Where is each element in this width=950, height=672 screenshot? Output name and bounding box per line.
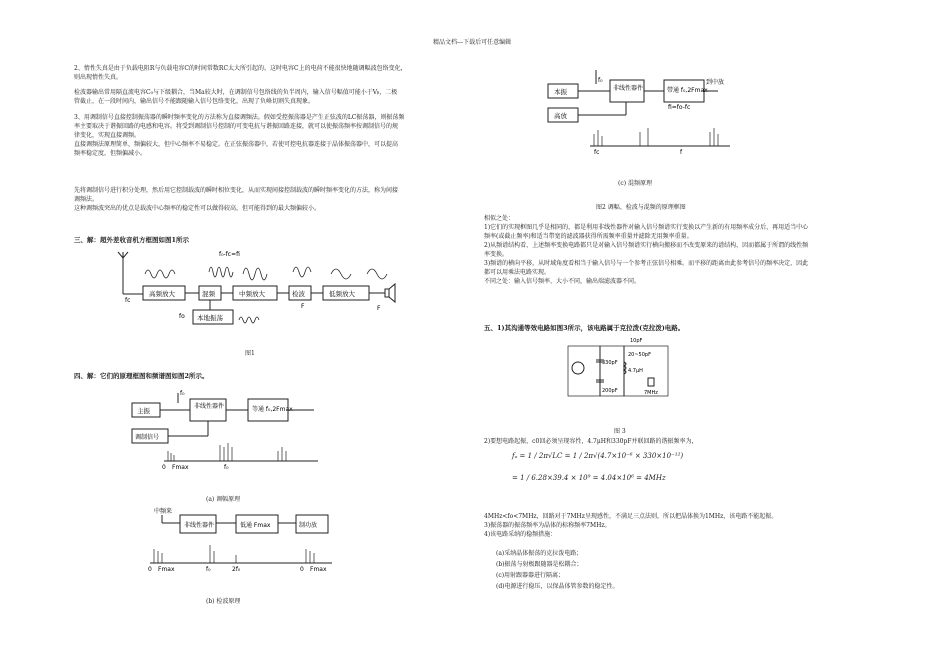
svg-text:f₀: f₀ bbox=[224, 464, 229, 471]
figure-2a-caption: (a) 调幅原理 bbox=[206, 496, 241, 503]
svg-text:200pF: 200pF bbox=[602, 388, 618, 394]
figure-2b-caption: (b) 检波原理 bbox=[206, 598, 241, 605]
figure-3-caption: 图 3 bbox=[614, 428, 626, 435]
section-4-heading: 四、解：它们的原理框图和频谱图如图2所示。 bbox=[74, 372, 209, 380]
svg-text:中频放大: 中频放大 bbox=[239, 290, 265, 298]
svg-text:低通 Fmax: 低通 Fmax bbox=[240, 522, 271, 529]
svg-text:Fmax: Fmax bbox=[172, 464, 189, 471]
svg-text:20~50pF: 20~50pF bbox=[628, 352, 651, 358]
formula-line-2: = 1 / 6.28×39.4 × 10⁹ = 4.04×10⁶ = 4MHz bbox=[512, 474, 666, 482]
section-5-heading: 五、1)其沟通等效电路如图3所示，该电路属于克拉泼(克拉泼)电路。 bbox=[484, 324, 685, 332]
figure-2c-caption: (c) 混频原理 bbox=[618, 180, 652, 187]
svg-text:f₀: f₀ bbox=[180, 390, 185, 397]
svg-text:0: 0 bbox=[162, 464, 166, 471]
svg-text:f₀: f₀ bbox=[598, 77, 603, 84]
svg-text:330pF: 330pF bbox=[602, 360, 618, 366]
svg-text:f: f bbox=[680, 149, 683, 156]
svg-text:fc: fc bbox=[594, 149, 600, 156]
figure-3-circuit bbox=[564, 336, 674, 402]
svg-text:高放: 高放 bbox=[554, 112, 567, 120]
svg-text:2f₀: 2f₀ bbox=[232, 566, 241, 573]
label-fc: fc bbox=[125, 297, 131, 304]
paragraph-2: 检波器输出常用隔直流电容C₀与下级耦合，当Ma较大时，在调制信号包络线的负半周内，输入信号幅值可能小于Vᵦ，二极 管截止，在一段时间内，输出信号不能跟随输入信号包络变化，出现了负峰切割失真现象。 bbox=[74, 89, 398, 105]
figure-2a-am-diagram bbox=[128, 385, 328, 471]
svg-text:0: 0 bbox=[148, 566, 152, 573]
svg-text:等通 f₀,2Fmax: 等通 f₀,2Fmax bbox=[252, 406, 293, 413]
svg-text:Fmax: Fmax bbox=[310, 566, 327, 573]
svg-text:中频来: 中频来 bbox=[154, 508, 173, 515]
paragraph-4: 先将调制信号进行积分处理，然后用它控制载波的瞬时相位变化，从而实现间接控制载波的瞬时频率变化的方法，称为间接 调频法。 这种调频波突出的优点是载波中心频率的稳定性可以做得较高，但可能得到的最大频偏较小。 bbox=[74, 187, 399, 212]
figure-1-caption: 图1 bbox=[245, 350, 255, 357]
svg-text:制功放: 制功放 bbox=[299, 522, 318, 529]
svg-text:主振: 主振 bbox=[137, 407, 150, 415]
figure-1-block-diagram bbox=[115, 244, 415, 330]
svg-text:F: F bbox=[301, 303, 305, 310]
svg-text:高频放大: 高频放大 bbox=[149, 290, 175, 298]
paragraph-5-after: 4MHz<fo<7MHz，回路对于7MHz呈现感性，不满足三点法则，所以把晶体换为1MHz，该电路不能起振。 3)振荡器的振荡频率为晶体的标称频率7MHz。 4)该电路采纳的稳频措施： bbox=[484, 513, 778, 538]
figure-2-caption: 图2 调幅、检波与混频的原理框图 bbox=[596, 204, 686, 211]
similarities-block: 相似之处： 1)它们的实现框图几乎是相同的，都是利用非线性器件对输入信号频谱实行变换以产生新的有用频率成分后，再用适当中心 频率(或截止频率)和适当带宽的滤波器获得所需频率重量并滤除无用频率重量。 2)从频谱结构看，上述频率变换电路都只是对输入信号频谱实行横向搬移而不改变原来的谱结构，因而都属于所谓的线性频 率变换。 3)频谱的横向平移，从时域角度看相当于输入信号与一个参考正弦信号相乘。而平移的距离由此参考信号的频率决定，因此 都可以用乘法电路实现。 不同之处：输入信号频率、大小不同，输出端滤波器不同。 bbox=[484, 215, 809, 285]
paragraph-3: 3、用调制信号直接控制振荡器的瞬时频率变化的方法称为直接调频法。假如受控振荡器是产生正弦波的LC振荡器，则振荡频 率主要取决于谐振回路的电感和电容。将受到调制信号控制的可变电抗与谐振回路连接，就可以使振荡频率按调制信号的规 律变化，实现直接调频。 直接调频法原理简单，频偏较大，但中心频率不易稳定。在正弦振荡器中，若使可控电抗器连接于晶体振荡器中，可以提高 频率稳定度，但频偏减小。 bbox=[74, 114, 405, 157]
figure-2b-detection-diagram bbox=[140, 505, 340, 575]
page-header: 精品文档---下载后可任意编辑 bbox=[433, 39, 512, 46]
svg-text:f₀: f₀ bbox=[206, 566, 211, 573]
stabilization-measures: (a)采纳晶体振荡的克拉泼电路； (b)振荡与射极跟随器是松耦合； (c)用射跟器器进行隔离； (d)电源进行稳压，以保晶体管参数的稳定性。 bbox=[496, 550, 619, 590]
svg-text:10pF: 10pF bbox=[630, 338, 643, 344]
svg-text:Fmax: Fmax bbox=[158, 566, 175, 573]
svg-text:低频放大: 低频放大 bbox=[329, 290, 355, 298]
svg-text:fo: fo bbox=[179, 313, 185, 320]
section-3-heading: 三、解：超外差收音机方框图如图1所示 bbox=[74, 236, 190, 244]
paragraph-5-2: 2)要想电路起振，c0回必须呈现容性，4.7μH和330pF并联回路的谐振频率为， bbox=[484, 438, 698, 445]
svg-text:调制信号: 调制信号 bbox=[135, 434, 160, 441]
svg-text:7MHz: 7MHz bbox=[644, 390, 658, 396]
svg-text:到中放: 到中放 bbox=[706, 79, 725, 86]
svg-text:f₀-fc=fi: f₀-fc=fi bbox=[219, 251, 240, 258]
svg-text:非线性器件: 非线性器件 bbox=[613, 85, 644, 92]
figure-2c-mixer-diagram bbox=[540, 66, 740, 156]
paragraph-1: 2、惰性失真是由于负载电阻R与负载电容C的时间常数RC太大所引起的。这时电容C上的电荷不能很快地随调幅波包络变化， 则出现惰性失真。 bbox=[74, 65, 407, 81]
svg-text:带通 f₀,2Fmax: 带通 f₀,2Fmax bbox=[667, 87, 708, 94]
svg-text:混频: 混频 bbox=[202, 290, 215, 298]
svg-text:4.7μH: 4.7μH bbox=[628, 368, 643, 374]
svg-text:非线性器件: 非线性器件 bbox=[184, 522, 215, 529]
svg-text:F: F bbox=[377, 305, 381, 312]
svg-text:本振: 本振 bbox=[554, 88, 567, 96]
svg-text:检波: 检波 bbox=[292, 290, 305, 298]
svg-text:本地振荡: 本地振荡 bbox=[197, 314, 223, 322]
svg-text:非线性器件: 非线性器件 bbox=[194, 403, 225, 410]
svg-text:0: 0 bbox=[300, 566, 304, 573]
svg-text:fi=fo-fc: fi=fo-fc bbox=[668, 104, 691, 111]
formula-line-1: fₒ = 1 / 2π√LC = 1 / 2π√(4.7×10⁻⁶ × 330×10⁻¹²) bbox=[512, 452, 684, 460]
